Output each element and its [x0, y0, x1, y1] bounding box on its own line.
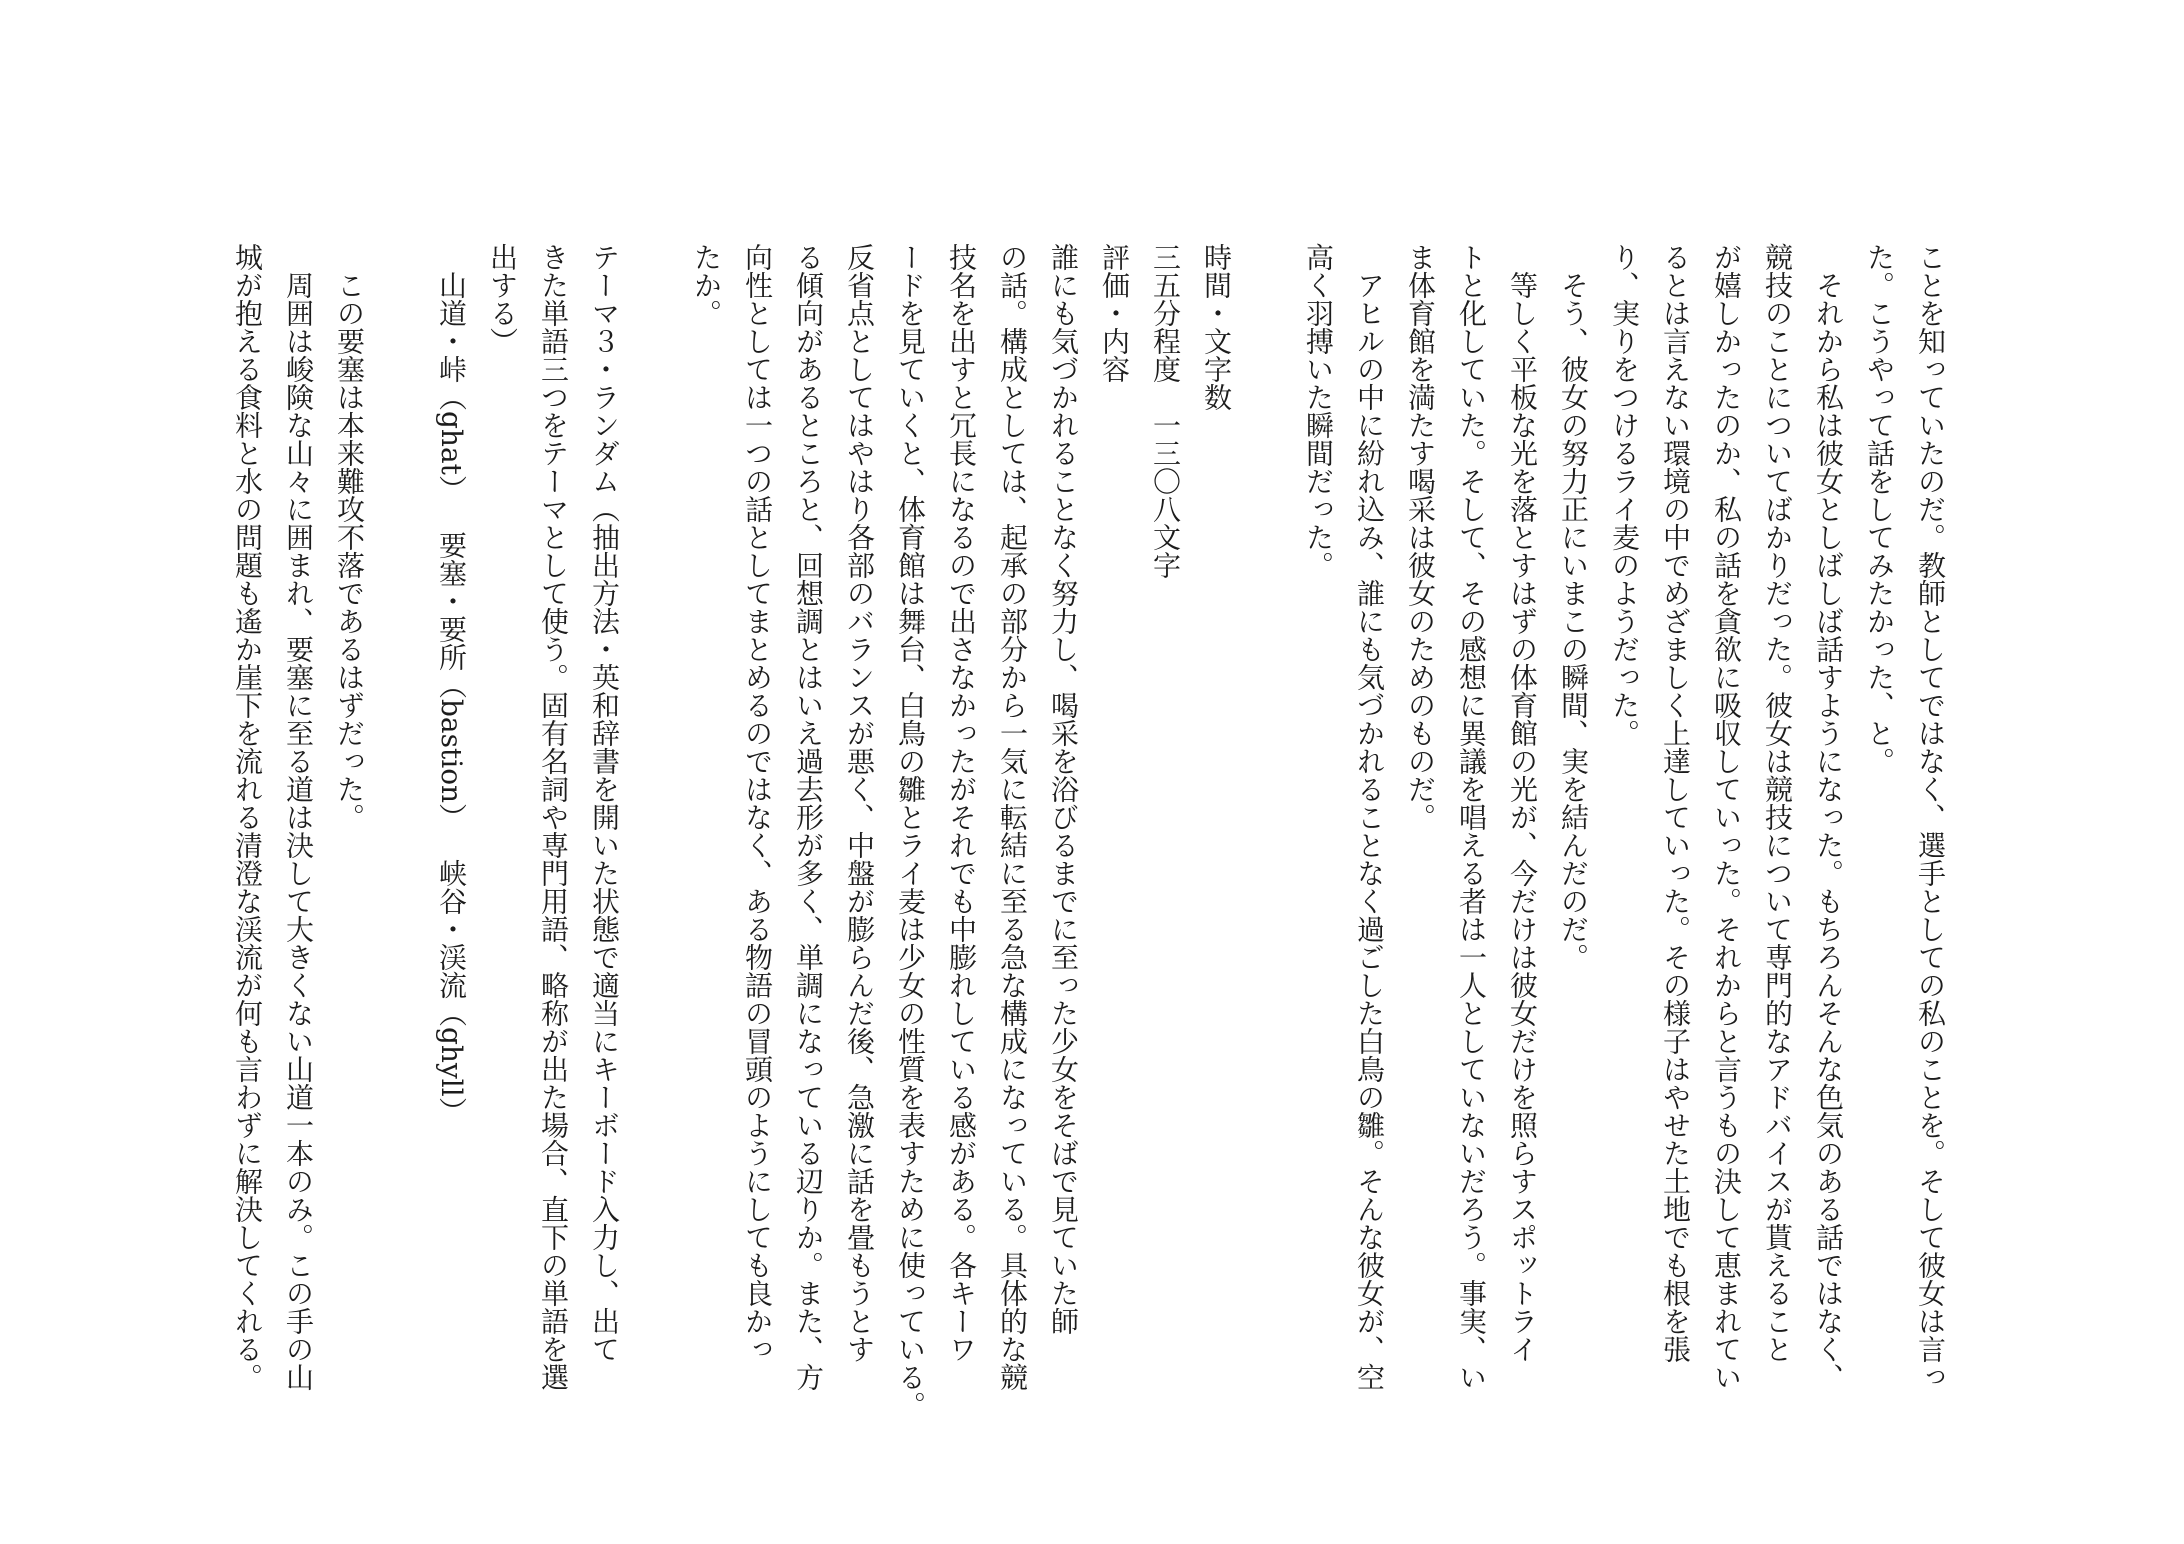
review-line: の話。構成としては、起承の部分から一気に転結に至る急な構成になっている。具体的な競 — [996, 243, 1029, 1391]
review-line: たか。 — [690, 243, 723, 327]
story-line: るとは言えない環境の中でめざましく上達していった。その様子はやせた土地でも根を張 — [1659, 243, 1692, 1363]
story-line: それから私は彼女としばしば話すようになった。もちろんそんな色気のある話ではなく、 — [1812, 271, 1845, 1391]
time-value: 三五分程度 一三〇八文字 — [1149, 243, 1182, 579]
notes-section — [681, 243, 1242, 1493]
keyword-item: 峡谷・渓流（ghyll） — [435, 859, 468, 1125]
theme-keywords — [426, 243, 477, 1493]
review-line: る傾向があるところと、回想調とはいえ過去形が多く、単調になっている辺りか。また、方 — [792, 243, 825, 1391]
review-line: 技名を出すと冗長になるので出さなかったがそれでも中膨れしている感がある。各キーワ — [945, 243, 978, 1363]
story-line: が嬉しかったのか、私の話を貪欲に吸収していった。それからと言うもの決して恵まれてい — [1710, 243, 1743, 1391]
story-line: 等しく平板な光を落とすはずの体育館の光が、今だけは彼女だけを照らすスポットライ — [1506, 271, 1539, 1363]
story-line: 高く羽搏いた瞬間だった。 — [1302, 243, 1335, 579]
review-label: 評価・内容 — [1098, 243, 1131, 383]
story-line: アヒルの中に紛れ込み、誰にも気づかれることなく過ごした白鳥の雛。そんな彼女が、空 — [1353, 271, 1386, 1391]
story-line: そう、彼女の努力正にいまこの瞬間、実を結んだのだ。 — [1557, 271, 1590, 971]
keyword-item: 要塞・要所（bastion） — [435, 530, 468, 831]
review-line: 向性としては一つの話としてまとめるのではなく、ある物語の冒頭のようにしても良かっ — [741, 243, 774, 1363]
keyword-item: 山道・峠（ghat） — [435, 271, 468, 503]
story-line: り、実りをつけるライ麦のようだった。 — [1608, 243, 1641, 747]
next-story-line: 城が抱える食料と水の問題も遙か崖下を流れる清澄な渓流が何も言わずに解決してくれる。 — [231, 243, 264, 1391]
theme-heading-line: テーマ３・ランダム（抽出方法・英和辞書を開いた状態で適当にキーボード入力し、出て — [588, 243, 621, 1363]
vertical-text-block — [222, 243, 1956, 1493]
review-line: 誰にも気づかれることなく努力し、喝采を浴びるまでに至った少女をそばで見ていた師 — [1047, 243, 1080, 1335]
next-story-line: この要塞は本来難攻不落であるはずだった。 — [333, 271, 366, 831]
story-line: ことを知っていたのだ。教師としてではなく、選手としての私のことを。そして彼女は言っ — [1914, 243, 1947, 1391]
story-line: ま体育館を満たす喝采は彼女のためのものだ。 — [1404, 243, 1437, 831]
story-section — [1293, 243, 1956, 1493]
story-line: た。こうやって話をしてみたかった、と。 — [1863, 243, 1896, 775]
next-story-section — [222, 243, 375, 1493]
theme-heading-line: 出する） — [486, 243, 519, 355]
story-line: 競技のことについてばかりだった。彼女は競技について専門的なアドバイスが貰えること — [1761, 243, 1794, 1363]
next-story-line: 周囲は峻険な山々に囲まれ、要塞に至る道は決して大きくない山道一本のみ。この手の山 — [282, 271, 315, 1391]
review-line: ードを見ていくと、体育館は舞台、白鳥の雛とライ麦は少女の性質を表すために使っている。 — [894, 243, 927, 1419]
time-label: 時間・文字数 — [1200, 243, 1233, 411]
theme-heading-line: きた単語三つをテーマとして使う。固有名詞や専門用語、略称が出た場合、直下の単語を選 — [537, 243, 570, 1391]
story-line: トと化していた。そして、その感想に異議を唱える者は一人としていないだろう。事実、い — [1455, 243, 1488, 1391]
theme-section — [426, 243, 630, 1493]
review-line: 反省点としてはやはり各部のバランスが悪く、中盤が膨らんだ後、急激に話を畳もうとす — [843, 243, 876, 1363]
